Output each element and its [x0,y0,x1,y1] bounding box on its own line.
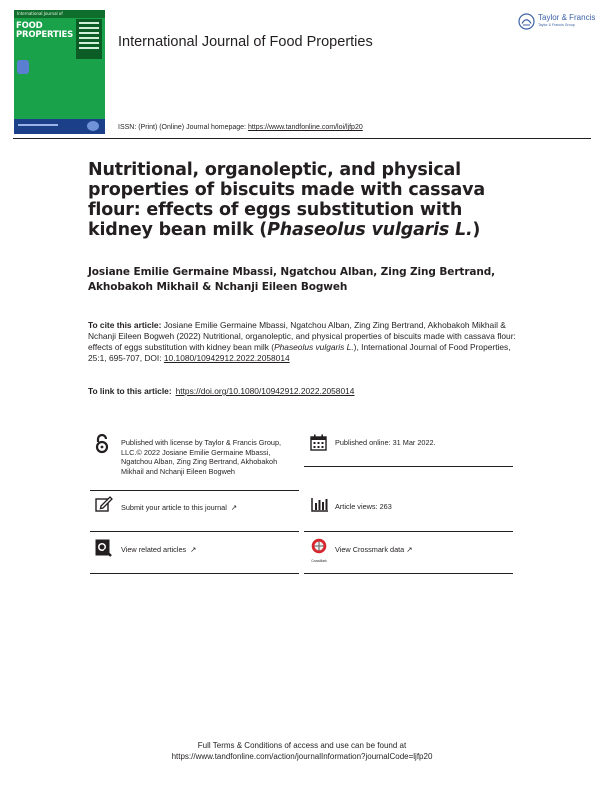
external-link-icon: ↗ [406,545,413,554]
info-divider [304,573,513,574]
issn-label: ISSN: (Print) (Online) Journal homepage: [118,124,248,131]
citation-text: Josiane Emilie Germaine Mbassi, Ngatchou Alban, Zing Zing Bertrand, Akhobakoh Mikhail & Nchanji Eileen Bogweh (2022) Nutritional, organoleptic, and physical properties of biscuits made with cassava flour: effects of eggs substitution with kidney bean milk ( [88,320,516,352]
info-divider [90,490,299,491]
article-title [88,160,528,240]
footer [0,740,604,762]
publisher-subname: Taylor & Francis Group [538,23,575,27]
submit-article-link[interactable] [121,503,237,513]
submit-article-label: Submit your article to this journal [121,503,227,512]
related-articles-label: View related articles [121,545,187,554]
publisher-logo-icon [518,13,535,30]
footer-terms-url[interactable]: https://www.tandfonline.com/action/journalInformation?journalCode=ljfp20 [171,752,433,761]
open-access-icon [94,434,110,454]
publisher-logo [518,13,596,35]
article-doi-link[interactable]: https://doi.org/10.1080/10942912.2022.2058014 [175,386,355,396]
citation-block [88,320,528,364]
article-title-main: Nutritional, organoleptic, and physical properties of biscuits made with cassava flour: effects of eggs substitution with kidney bean milk ( [88,160,485,240]
calendar-icon [310,434,327,451]
citation-text-end: ), International Journal of Food Properties, 25:1, 695-707, DOI: [88,342,511,363]
footer-terms-line: Full Terms & Conditions of access and use can be found at [197,741,407,750]
citation-label: To cite this article: [88,320,162,330]
related-articles-link[interactable] [121,545,196,555]
crossmark-badge [310,538,328,563]
citation-doi-link[interactable]: 10.1080/10942912.2022.2058014 [163,353,290,363]
cover-title: FOOD PROPERTIES [16,21,74,40]
cover-bottom-band [14,119,105,134]
journal-cover [14,10,105,134]
article-title-end: ) [472,220,481,240]
info-divider [90,531,299,532]
external-link-icon: ↗ [230,503,237,512]
cover-art [17,60,29,74]
article-views: Article views: 263 [335,502,392,511]
citation-species: Phaseolus vulgaris L. [274,342,354,352]
info-divider [304,466,513,467]
search-document-icon [95,539,113,557]
license-text: Published with license by Taylor & Francis Group, LLC.© 2022 Josiane Emilie Germaine Mbassi, Ngatchou Alban, Zing Zing Bertrand, Akhobakoh Mikhail and Nchanji Eileen Bogweh [121,438,282,476]
publisher-name: Taylor & Francis [538,13,596,22]
crossmark-icon [310,538,328,554]
header-divider [13,138,591,139]
edit-icon [95,496,113,513]
external-link-icon: ↗ [190,545,197,554]
bar-chart-icon [311,497,329,512]
published-online: Published online: 31 Mar 2022. [335,438,436,447]
crossmark-badge-label: CrossMark [311,559,327,563]
journal-title: International Journal of Food Properties [118,34,373,50]
article-link-label: To link to this article: [88,386,172,396]
article-link-line [88,386,354,396]
journal-homepage-link[interactable]: https://www.tandfonline.com/loi/ljfp20 [247,124,363,131]
crossmark-label: View Crossmark data [335,545,405,554]
article-authors: Josiane Emilie Germaine Mbassi, Ngatchou Alban, Zing Zing Bertrand, Akhobakoh Mikhail & Nchanji Eileen Bogweh [88,266,496,293]
issn-line [118,124,363,131]
article-title-species: Phaseolus vulgaris L. [267,220,473,240]
crossmark-link[interactable] [335,545,412,555]
cover-journal-line: International Journal of [17,11,63,16]
cover-side-panel [76,19,102,59]
info-divider [304,531,513,532]
info-divider [90,573,299,574]
